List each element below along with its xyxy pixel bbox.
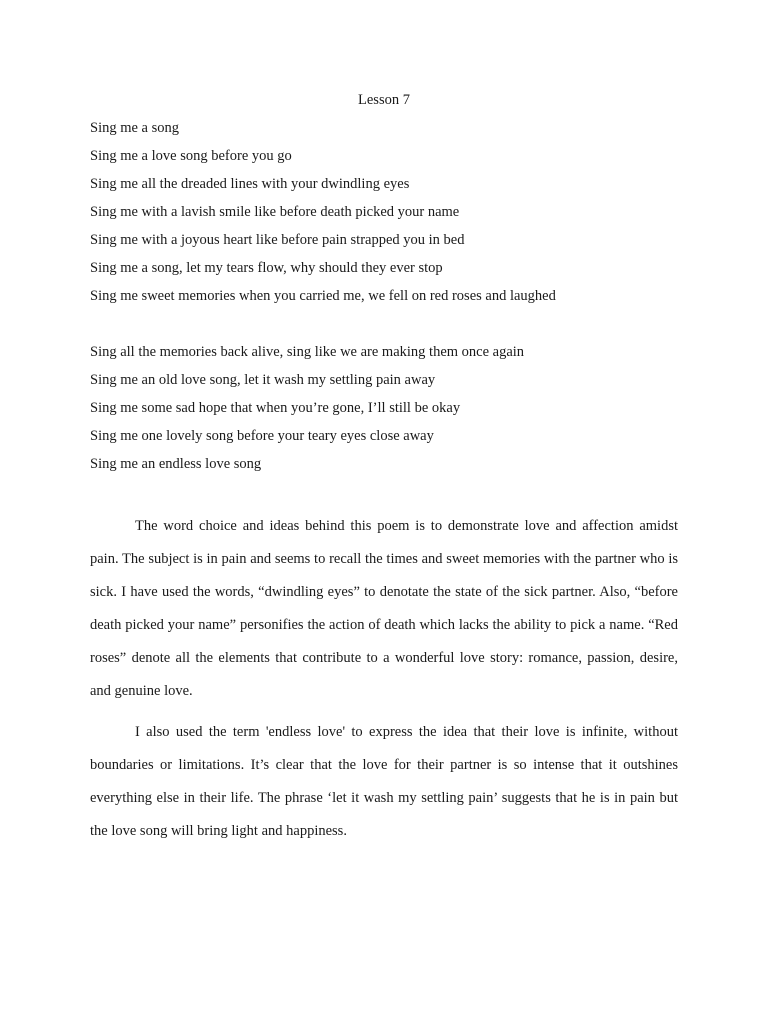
poem-line: Sing me an old love song, let it wash my settling pain away xyxy=(90,372,436,388)
poem-line: Sing me some sad hope that when you’re gone, I’ll still be okay xyxy=(90,400,461,416)
poem-line: Sing me an endless love song xyxy=(90,456,262,472)
poem-line: Sing me a song, let my tears flow, why should they ever stop xyxy=(90,260,443,276)
document-title: Lesson 7 xyxy=(358,92,410,108)
poem-line: Sing me with a lavish smile like before death picked your name xyxy=(90,204,460,220)
analysis-paragraph-1: The word choice and ideas behind this poem is to demonstrate love and affection amidst pain. The subject is in pain and seems to recall the times and sweet memories with the partner who is sick. I have used the words, “dwindling eyes” to denotate the state of the sick partner. Also, “before death picked your name” personifies the action of death which lacks the ability to pick a name. “Red roses” denote all the elements that contribute to a wonderful love story: romance, passion, desire, and genuine love. xyxy=(90,518,678,699)
poem-line: Sing all the memories back alive, sing like we are making them once again xyxy=(90,344,525,360)
poem xyxy=(90,119,690,483)
poem-line: Sing me all the dreaded lines with your dwindling eyes xyxy=(90,176,410,192)
poem-line: Sing me with a joyous heart like before pain strapped you in bed xyxy=(90,232,465,248)
poem-stanza-2 xyxy=(90,343,690,483)
poem-stanza-1 xyxy=(90,119,690,315)
analysis-paragraph-2: I also used the term 'endless love' to express the idea that their love is infinite, without boundaries or limitations. It’s clear that the love for their partner is so intense that it outshines everything else in their life. The phrase ‘let it wash my settling pain’ suggests that he is in pain but the love song will bring light and happiness. xyxy=(90,724,678,840)
poem-line: Sing me a love song before you go xyxy=(90,148,292,164)
poem-line: Sing me sweet memories when you carried me, we fell on red roses and laughed xyxy=(90,288,556,304)
poem-line: Sing me a song xyxy=(90,120,180,136)
poem-line: Sing me one lovely song before your teary eyes close away xyxy=(90,428,434,444)
analysis-section xyxy=(90,510,678,848)
